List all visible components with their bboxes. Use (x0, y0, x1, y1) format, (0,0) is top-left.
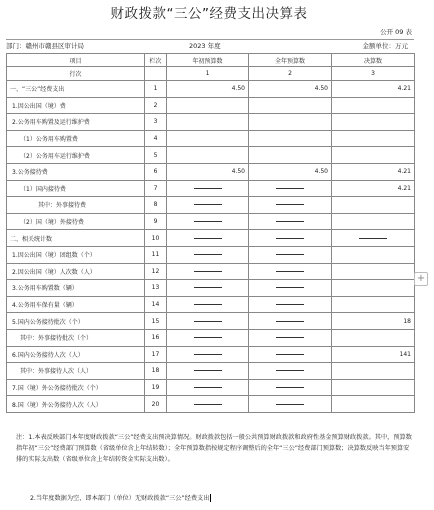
final-value: 4.21 (332, 180, 415, 197)
row-label: 8.国（境）外公务接待人次（人） (7, 396, 145, 413)
row-label: 二、相关统计数 (7, 230, 145, 247)
final-value (332, 363, 415, 380)
dash-mark (276, 387, 304, 388)
full-year-budget-value (249, 197, 332, 214)
dash-mark (276, 337, 304, 338)
dash-mark (194, 354, 222, 355)
final-value (332, 246, 415, 263)
budget-value (167, 296, 249, 313)
row-number: 5 (145, 147, 167, 164)
col-index-label: 行次 (7, 67, 145, 81)
col-index-empty (145, 67, 167, 81)
final-value (332, 197, 415, 214)
header-full-year-budget: 全年预算数 (249, 54, 332, 67)
final-value (332, 130, 415, 147)
full-year-budget-value: 4.50 (249, 81, 332, 98)
table-row (7, 263, 415, 280)
final-value (332, 97, 415, 114)
table-row (7, 379, 415, 396)
full-year-budget-value (249, 130, 332, 147)
final-value (332, 230, 415, 247)
budget-value (167, 197, 249, 214)
row-number: 16 (145, 329, 167, 346)
budget-value (167, 213, 249, 230)
dash-mark (194, 287, 222, 288)
final-value: 4.21 (332, 163, 415, 180)
budget-value (167, 313, 249, 330)
budget-value (167, 363, 249, 380)
final-value (332, 114, 415, 131)
final-value (332, 329, 415, 346)
budget-value (167, 329, 249, 346)
col-index-2: 2 (249, 67, 332, 81)
header-row-no: 栏次 (145, 54, 167, 67)
row-label: （2）公务用车运行维护费 (7, 147, 145, 164)
table-row (7, 313, 415, 330)
table-row (7, 81, 415, 98)
full-year-budget-value (249, 313, 332, 330)
table-row (7, 97, 415, 114)
row-label: 7.国（境）外公务接待批次（个） (7, 379, 145, 396)
table-row (7, 130, 415, 147)
row-label: 3.公务用车购置数（辆） (7, 280, 145, 297)
add-icon[interactable]: + (414, 272, 428, 286)
dash-mark (194, 304, 222, 305)
dash-mark (194, 271, 222, 272)
budget-value (167, 180, 249, 197)
text-cursor (210, 494, 211, 502)
dash-mark (276, 271, 304, 272)
dash-mark (359, 238, 387, 239)
table-row (7, 147, 415, 164)
table-row (7, 197, 415, 214)
row-label: 3.公务接待费 (7, 163, 145, 180)
budget-value (167, 263, 249, 280)
full-year-budget-value (249, 396, 332, 413)
table-row (7, 114, 415, 131)
unit-label: 金额单位：万元 (362, 42, 408, 50)
full-year-budget-value (249, 114, 332, 131)
table-row (7, 346, 415, 363)
dash-mark (194, 370, 222, 371)
row-number: 13 (145, 280, 167, 297)
expenditure-table (6, 53, 415, 413)
table-row (7, 329, 415, 346)
dash-mark (276, 287, 304, 288)
full-year-budget-value: 4.50 (249, 163, 332, 180)
year-label: 2023 年度 (189, 42, 221, 50)
budget-value: 4.50 (167, 81, 249, 98)
full-year-budget-value (249, 329, 332, 346)
header-row (7, 54, 415, 67)
full-year-budget-value (249, 280, 332, 297)
row-label: 其中：外事接待费 (7, 197, 145, 214)
dash-mark (194, 387, 222, 388)
row-number: 19 (145, 379, 167, 396)
dash-mark (276, 188, 304, 189)
full-year-budget-value (249, 379, 332, 396)
budget-value (167, 230, 249, 247)
row-number: 9 (145, 213, 167, 230)
table-row (7, 296, 415, 313)
dash-mark (276, 238, 304, 239)
row-number: 3 (145, 114, 167, 131)
budget-value (167, 346, 249, 363)
table-row (7, 246, 415, 263)
budget-value (167, 97, 249, 114)
dash-mark (276, 254, 304, 255)
row-label: 其中：外事接待批次（个） (7, 329, 145, 346)
table-row (7, 163, 415, 180)
final-value (332, 280, 415, 297)
row-number: 6 (145, 163, 167, 180)
dash-mark (194, 337, 222, 338)
row-number: 10 (145, 230, 167, 247)
row-label: 5.国内公务接待批次（个） (7, 313, 145, 330)
dash-mark (194, 221, 222, 222)
row-label: 6.国内公务接待人次（人） (7, 346, 145, 363)
dash-mark (276, 321, 304, 322)
header-budget: 年初预算数 (167, 54, 249, 67)
row-number: 17 (145, 346, 167, 363)
final-value: 4.21 (332, 81, 415, 98)
dash-mark (276, 204, 304, 205)
row-label: （2）国（境）外接待费 (7, 213, 145, 230)
row-number: 15 (145, 313, 167, 330)
full-year-budget-value (249, 213, 332, 230)
table-row (7, 396, 415, 413)
full-year-budget-value (249, 180, 332, 197)
dash-mark (194, 204, 222, 205)
page-title: 财政拨款“三公”经费支出决算表 (110, 6, 308, 22)
table-row (7, 213, 415, 230)
dash-mark (276, 354, 304, 355)
budget-value (167, 379, 249, 396)
dash-mark (276, 404, 304, 405)
row-label: 4.公务用车保有量（辆） (7, 296, 145, 313)
dash-mark (194, 254, 222, 255)
full-year-budget-value (249, 97, 332, 114)
final-value (332, 213, 415, 230)
table-row (7, 280, 415, 297)
dash-mark (276, 221, 304, 222)
full-year-budget-value (249, 363, 332, 380)
department-label: 部门：赣州市赣县区审计局 (6, 42, 84, 50)
full-year-budget-value (249, 246, 332, 263)
row-number: 18 (145, 363, 167, 380)
budget-value (167, 114, 249, 131)
column-index-row (7, 67, 415, 81)
final-value: 18 (332, 313, 415, 330)
row-number: 12 (145, 263, 167, 280)
col-index-1: 1 (167, 67, 249, 81)
table-note-2-text: 2.当年度数据为空，即本部门（单位）无财政拨款“三公”经费支出 (30, 495, 210, 502)
full-year-budget-value (249, 263, 332, 280)
header-final: 决算数 (332, 54, 415, 67)
final-value (332, 379, 415, 396)
row-number: 1 (145, 81, 167, 98)
full-year-budget-value (249, 147, 332, 164)
row-number: 11 (145, 246, 167, 263)
final-value (332, 396, 415, 413)
row-number: 4 (145, 130, 167, 147)
row-label: 其中：外事接待人次（人） (7, 363, 145, 380)
row-label: 一、“三公”经费支出 (7, 81, 145, 98)
row-label: 2.公务用车购置及运行维护费 (7, 114, 145, 131)
row-label: 2.因公出国（境）人次数（人） (7, 263, 145, 280)
row-number: 7 (145, 180, 167, 197)
row-number: 2 (145, 97, 167, 114)
table-note-1: 注：1.本表反映部门本年度财政拨款“三公”经费支出预决算情况。财政拨款包括一般公共预算财政拨款和政府性基金预算财政拨款。其中，预算数指年初“三公”经费部门预算数（省级单位含上年结转数）；全年预算数指按规定程序调整后的全年“三公”经费部门预算数；决算数反映当年预算安排的实际支出数（省级单位含上年结转资金实际支出数）。 (16, 434, 412, 463)
final-value (332, 263, 415, 280)
header-item: 项目 (7, 54, 145, 67)
budget-value: 4.50 (167, 163, 249, 180)
meta-row (6, 39, 414, 51)
final-value: 141 (332, 346, 415, 363)
table-row (7, 180, 415, 197)
row-number: 14 (145, 296, 167, 313)
row-label: 1.因公出国（境）费 (7, 97, 145, 114)
full-year-budget-value (249, 230, 332, 247)
budget-value (167, 246, 249, 263)
table-row (7, 230, 415, 247)
dash-mark (194, 321, 222, 322)
form-number: 公开 09 表 (380, 28, 412, 36)
row-label: 1.因公出国（境）团组数（个） (7, 246, 145, 263)
dash-mark (194, 238, 222, 239)
budget-value (167, 280, 249, 297)
dash-mark (276, 370, 304, 371)
final-value (332, 296, 415, 313)
full-year-budget-value (249, 346, 332, 363)
table-note-2[interactable] (30, 493, 211, 502)
full-year-budget-value (249, 296, 332, 313)
dash-mark (194, 404, 222, 405)
row-label: （1）国内接待费 (7, 180, 145, 197)
row-label: （1）公务用车购置费 (7, 130, 145, 147)
row-number: 20 (145, 396, 167, 413)
budget-value (167, 396, 249, 413)
dash-mark (194, 188, 222, 189)
table-row (7, 363, 415, 380)
col-index-3: 3 (332, 67, 415, 81)
dash-mark (276, 304, 304, 305)
row-number: 8 (145, 197, 167, 214)
final-value (332, 147, 415, 164)
budget-value (167, 147, 249, 164)
budget-value (167, 130, 249, 147)
